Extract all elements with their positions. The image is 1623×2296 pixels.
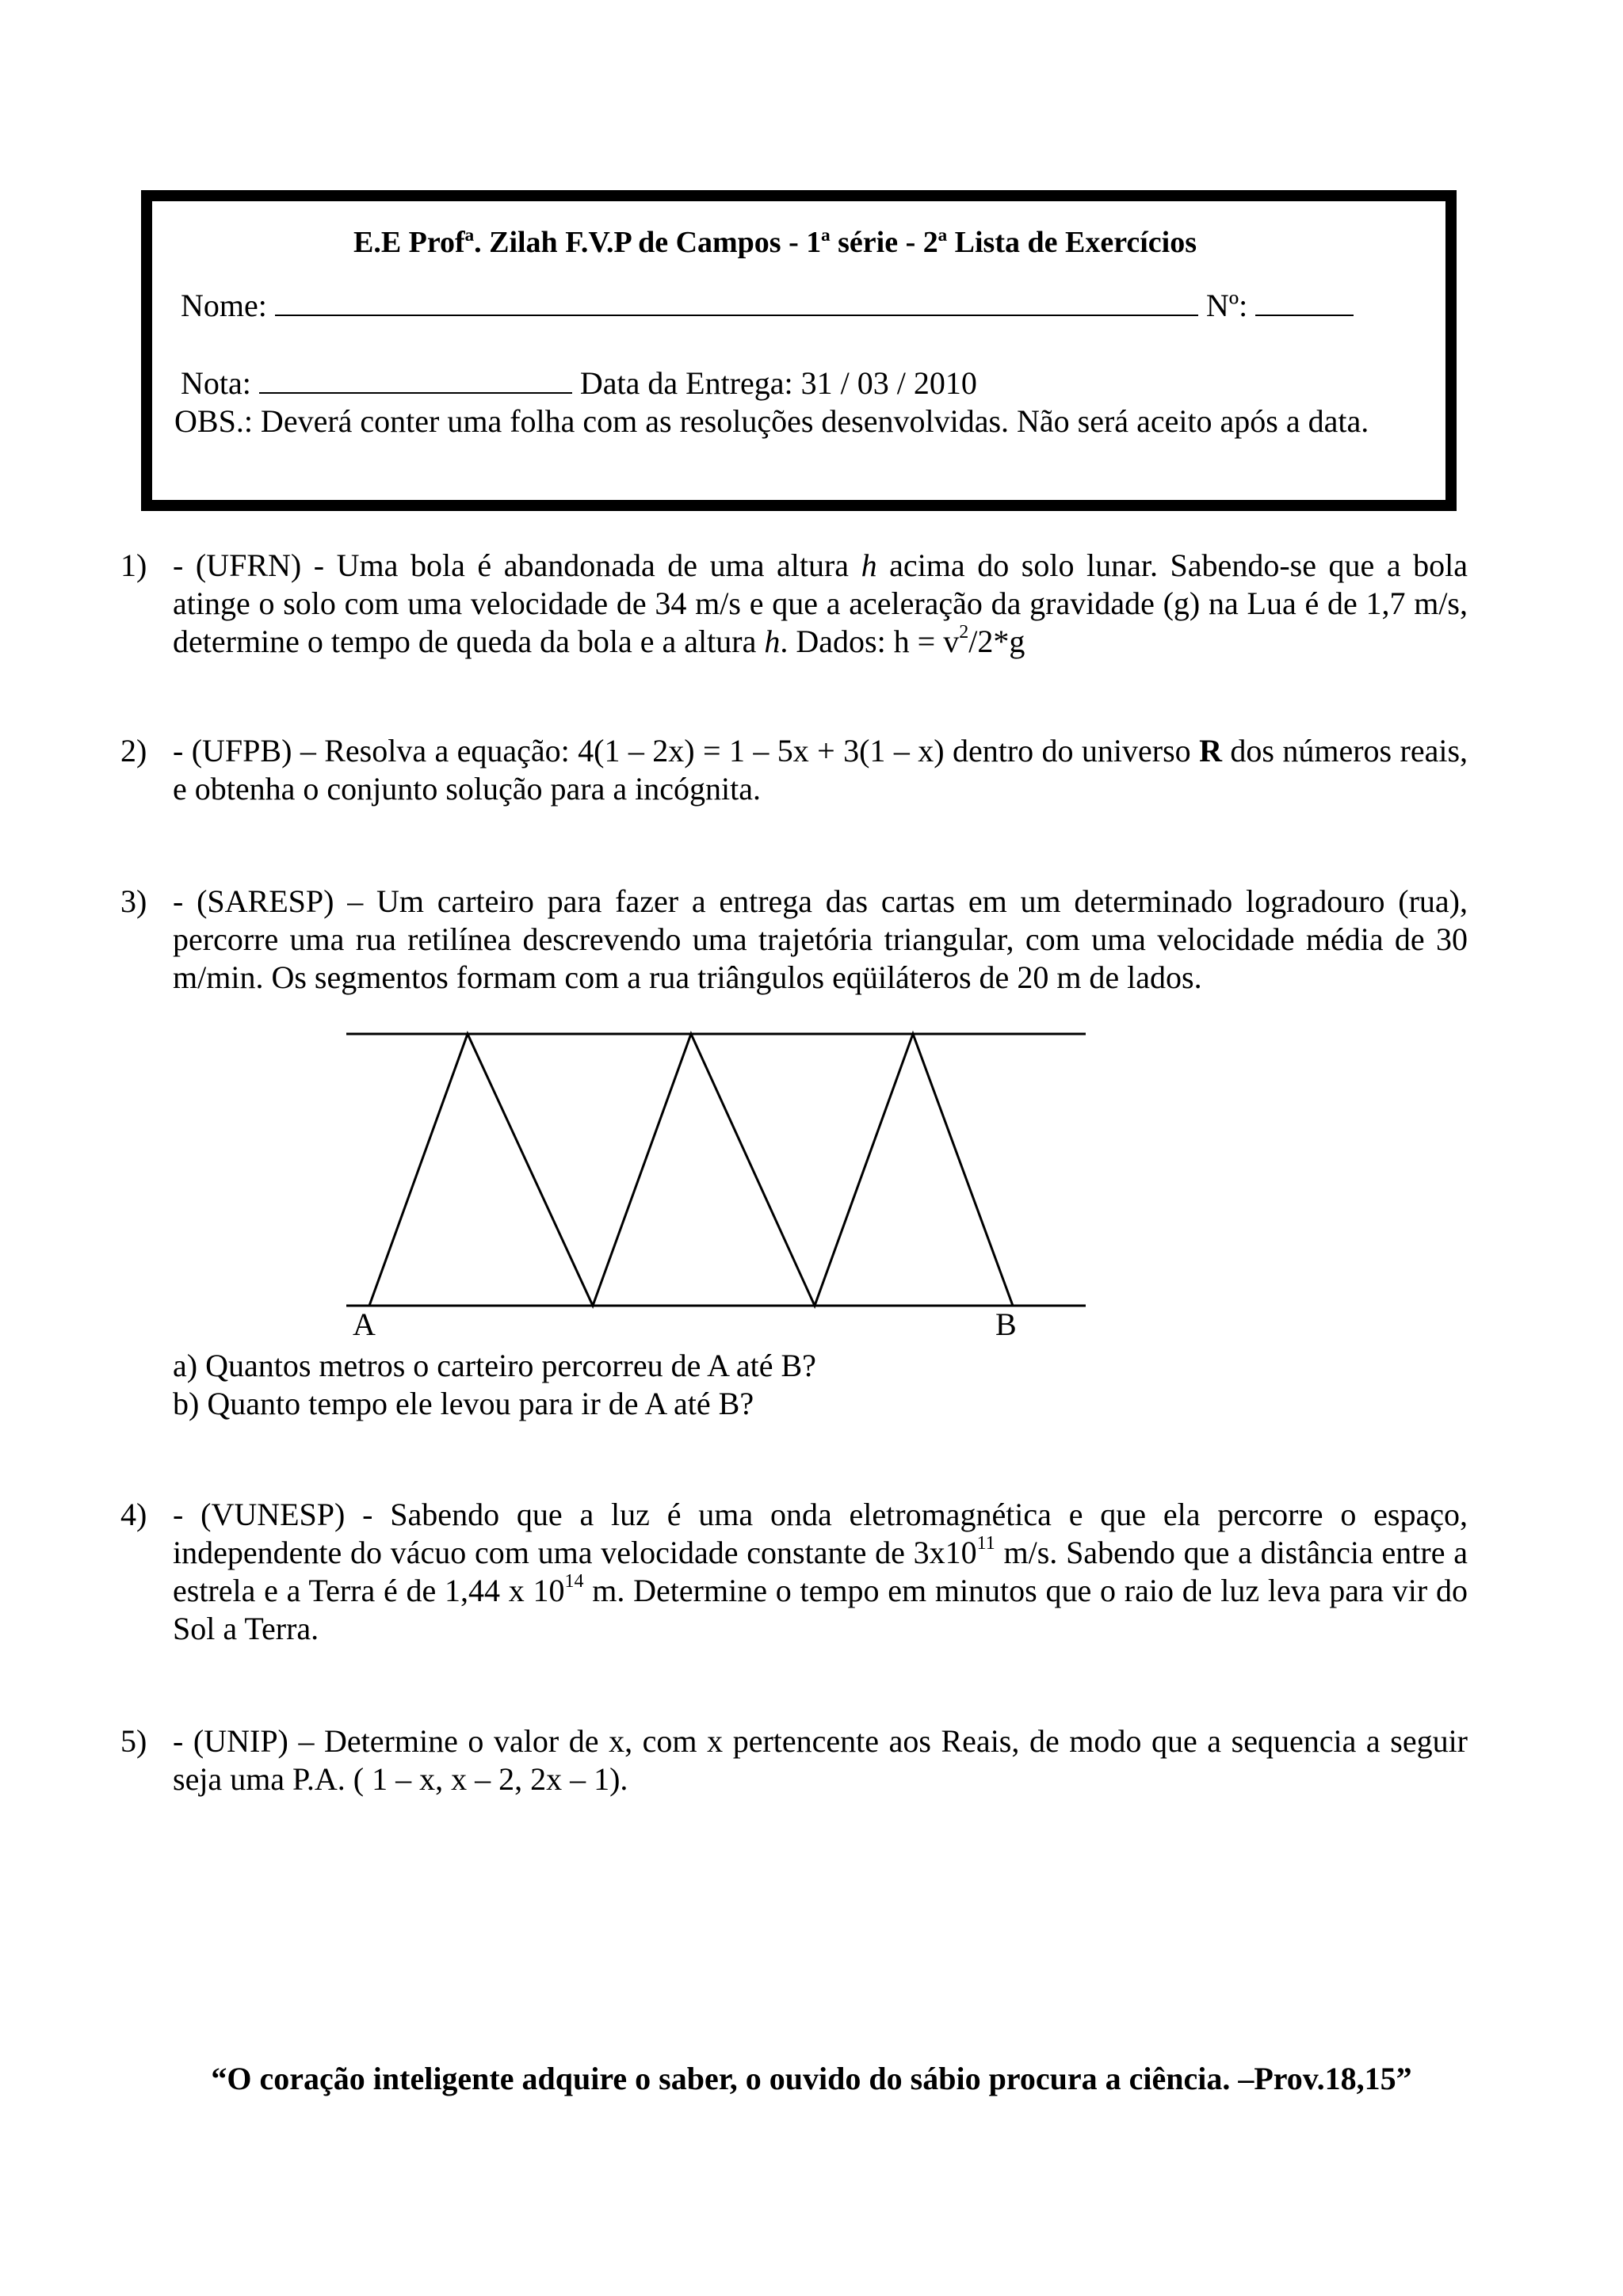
question-5 [120,1722,1468,1798]
question-number: 4) [120,1497,147,1532]
obs-note: OBS.: Deverá conter uma folha com as resoluções desenvolvidas. Não será aceito após a data. [174,403,1369,439]
question-number: 3) [120,883,147,919]
zigzag-trajectory [369,1034,1013,1306]
question-number: 5) [120,1723,147,1759]
question-3b: b) Quanto tempo ele levou para ir de A até B? [173,1386,754,1421]
question-text: - (UFRN) - Uma bola é abandonada de uma altura h acima do solo lunar. Sabendo-se que a bola atinge o solo com uma velocidade de 34 m/s e que a aceleração da gravidade (g) na Lua é de 1,7 m/s, determine o tempo de queda da bola e a altura h. Dados: $h = v^2/2*g$ [173,547,1468,659]
name-label: Nome: [181,288,267,323]
question-number: 1) [120,547,147,583]
question-text: - (SARESP) – Um carteiro para fazer a entrega das cartas em um determinado logradouro (rua), percorre uma rua retilínea descrevendo uma trajetória triangular, com uma velocidade média de 30 m/min. Os segmentos formam com a rua triângulos eqüiláteros de 20 m de lados. [173,883,1468,995]
question-3a: a) Quantos metros o carteiro percorreu de A até B? [173,1348,816,1383]
question-text: - (UFPB) – Resolva a equação: 4(1 – 2x) = 1 – 5x + 3(1 – x) dentro do universo R dos números reais, e obtenha o conjunto solução para a incógnita. [173,733,1468,807]
question-text: - (UNIP) – Determine o valor de x, com x pertencente aos Reais, de modo que a sequencia a seguir seja uma P.A. ( 1 – x, x – 2, 2x – 1). [173,1723,1468,1797]
question-number: 2) [120,733,147,769]
closing-quote: “O coração inteligente adquire o saber, o ouvido do sábio procura a ciência. –Prov.18,15” [211,2061,1412,2096]
question-text: - (VUNESP) - Sabendo que a luz é uma onda eletromagnética e que ela percorre o espaço, independente do vácuo com uma velocidade constante de $3x10^{11}$ m/s. Sabendo que a distância entre a estrela e a Terra é de 1,44 x $10^{14}$ m. Determine o tempo em minutos que o raio de luz leva para vir do Sol a Terra. [173,1497,1468,1646]
point-a-label: A [353,1306,376,1342]
school-title: E.E Profª. Zilah F.V.P de Campos - 1ª série - 2ª Lista de Exercícios [353,226,1197,259]
question-4 [120,1496,1468,1648]
point-b-label: B [995,1306,1017,1342]
grade-label: Nota: [181,365,251,401]
delivery-date: Data da Entrega: 31 / 03 / 2010 [579,365,977,401]
number-label: Nº: [1205,288,1248,323]
